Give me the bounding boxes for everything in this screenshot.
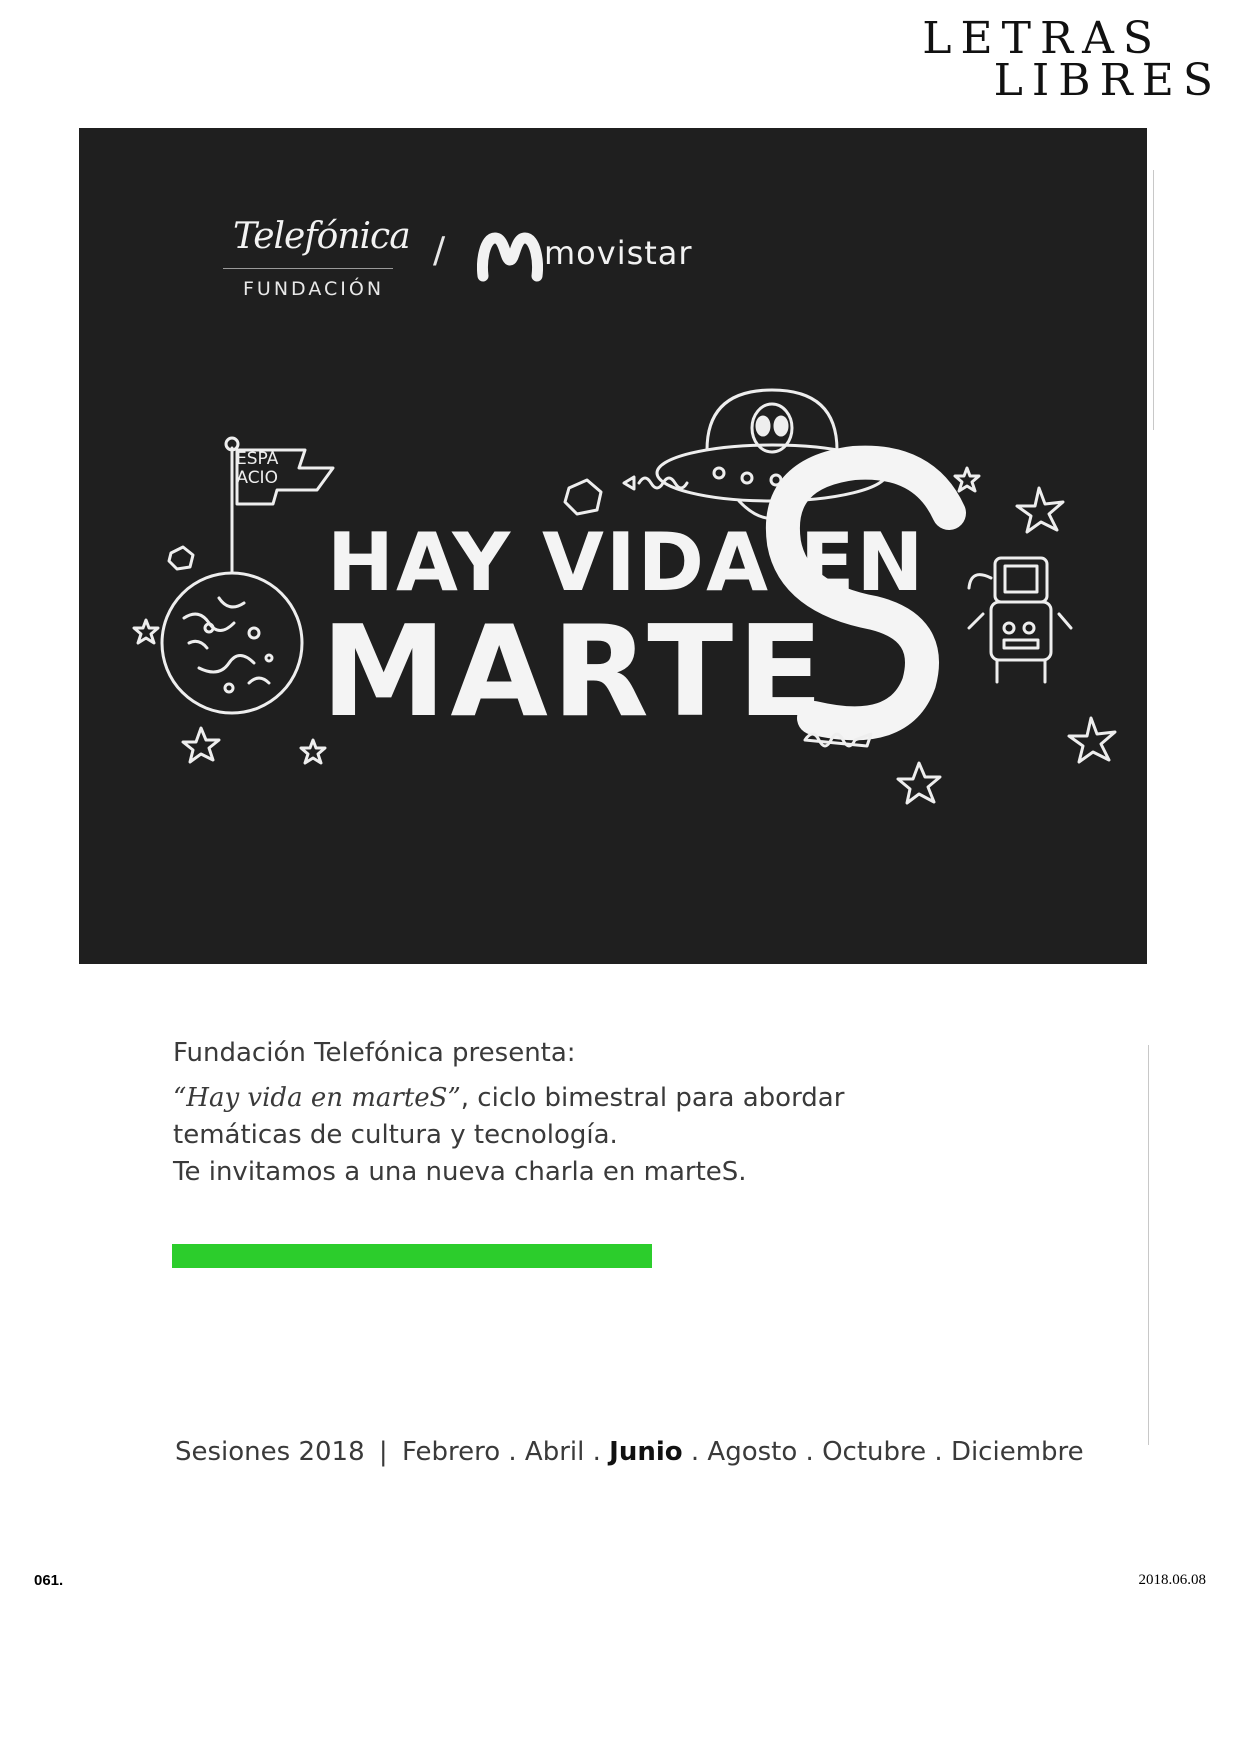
logo-separator: / xyxy=(433,230,446,271)
planet-icon xyxy=(162,573,302,713)
month-separator: . xyxy=(926,1437,951,1467)
rock-icon xyxy=(169,547,193,569)
scan-artifact xyxy=(1153,170,1154,430)
masthead-logo xyxy=(922,13,1222,106)
sessions-months xyxy=(402,1437,1084,1467)
session-month: Diciembre xyxy=(950,1437,1084,1467)
masthead-line-2: LIBRES xyxy=(993,55,1222,106)
flag-label-line: ACIO xyxy=(236,468,278,488)
sessions-divider: | xyxy=(378,1437,388,1467)
event-title-quote: “Hay vida en marteS” xyxy=(173,1083,461,1113)
publication-date: 2018.06.08 xyxy=(1138,1572,1206,1588)
telefonica-logo: Telefónica xyxy=(233,216,410,257)
movistar-logo-text: movistar xyxy=(544,234,693,272)
star-icon xyxy=(183,728,219,762)
page-number: 061. xyxy=(34,1572,64,1589)
headline-line-1: HAY VIDA EN xyxy=(327,516,926,609)
month-separator: . xyxy=(682,1437,708,1467)
description-line-2: temáticas de cultura y tecnología. xyxy=(173,1120,618,1150)
event-poster xyxy=(79,128,1147,964)
rock-icon xyxy=(565,480,601,514)
star-icon xyxy=(955,468,979,491)
month-separator: . xyxy=(797,1437,823,1467)
month-separator: . xyxy=(500,1437,525,1467)
fundacion-label: FUNDACIÓN xyxy=(243,278,385,300)
sessions-schedule xyxy=(175,1437,1084,1467)
intro-line: Fundación Telefónica presenta: xyxy=(173,1038,576,1068)
description-line-1-rest: , ciclo bimestral para abordar xyxy=(460,1083,845,1113)
session-month: Abril xyxy=(524,1437,585,1467)
star-icon xyxy=(134,620,158,643)
star-icon xyxy=(1017,488,1063,532)
masthead-line-1: LETRAS xyxy=(922,13,1162,64)
accent-bar xyxy=(172,1244,652,1268)
session-month: Octubre xyxy=(822,1437,927,1467)
star-icon xyxy=(1069,718,1115,762)
flag-label-line: ESPA xyxy=(236,449,279,469)
sessions-label: Sesiones 2018 xyxy=(175,1437,365,1467)
headline-marte: MARTE xyxy=(321,598,828,745)
session-month: Febrero xyxy=(401,1437,501,1467)
headline-line-2 xyxy=(321,598,922,745)
star-icon xyxy=(898,763,940,803)
session-month: Junio xyxy=(609,1437,683,1467)
event-description xyxy=(173,1035,933,1191)
month-separator: . xyxy=(584,1437,610,1467)
description-line-3: Te invitamos a una nueva charla en marteS. xyxy=(173,1157,747,1187)
session-month: Agosto xyxy=(707,1437,798,1467)
description-line-1 xyxy=(173,1080,933,1117)
flag-label xyxy=(236,450,278,488)
astronaut-icon xyxy=(969,558,1071,682)
scan-artifact xyxy=(1148,1045,1149,1445)
